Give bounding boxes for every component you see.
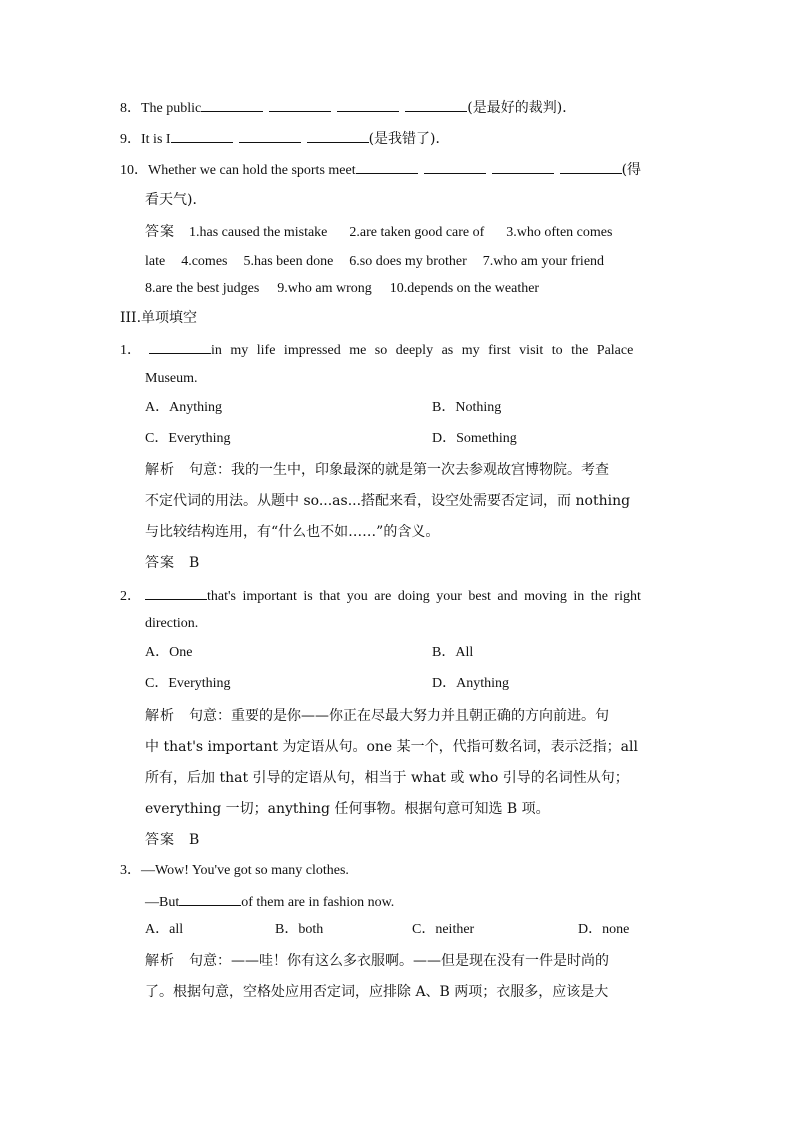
q10-hint: (得 — [621, 162, 642, 178]
q2-number: 2． — [120, 589, 141, 604]
q10-stem: Whether we can hold the sports meet — [148, 163, 356, 178]
blank — [239, 128, 301, 143]
q3-line1 — [120, 861, 349, 881]
q3-dialogue: —But — [145, 895, 180, 910]
analysis-label: 解析 — [145, 462, 175, 478]
answer-item: 5.has been done — [243, 254, 334, 269]
analysis-label: 解析 — [145, 953, 175, 969]
q2-analysis-line1 — [145, 706, 609, 726]
blank — [560, 159, 622, 174]
q2-answer — [145, 830, 199, 850]
fill-q8 — [120, 97, 576, 119]
blank — [145, 585, 207, 600]
blank — [405, 97, 467, 112]
answer-value: B — [189, 832, 200, 848]
answer-item: 1.has caused the mistake — [189, 225, 328, 240]
q1-analysis-line3: 与比较结构连用，有“什么也不如……”的含义。 — [145, 524, 440, 540]
blank — [307, 128, 369, 143]
blank — [179, 891, 241, 906]
answer-item: 3.who often comes — [506, 225, 613, 240]
q1-analysis-line2: 不定代词的用法。从题中 so...as...搭配来看，设空处需要否定词，而 nothing — [145, 493, 631, 509]
fill-answers-line1 — [145, 222, 612, 243]
blank — [492, 159, 554, 174]
q1-option-b: B．Nothing — [432, 400, 502, 415]
answer-item: 6.so does my brother — [349, 254, 467, 269]
q9-number: 9． — [120, 132, 141, 147]
q1-option-d: D．Something — [432, 431, 517, 446]
blank — [356, 159, 418, 174]
answer-label: 答案 — [145, 555, 175, 571]
q3-option-d: D．none — [578, 922, 630, 937]
q9-hint: (是我错了)． — [368, 131, 450, 147]
q2-option-b: B．All — [432, 645, 474, 660]
analysis-text: 句意：我的一生中，印象最深的就是第一次去参观故宫博物院。考查 — [189, 462, 609, 478]
q3-dialogue: —Wow! You've got so many clothes. — [141, 863, 349, 878]
fill-answers-line2 — [145, 252, 604, 272]
answer-label: 答案 — [145, 224, 175, 240]
fill-q9 — [120, 128, 450, 150]
blank — [337, 97, 399, 112]
answer-item: 4.comes — [181, 254, 228, 269]
q8-stem: The public — [141, 101, 202, 116]
blank — [149, 339, 211, 354]
q3-analysis-line2: 了。根据句意，空格处应用否定词，应排除 A、B 两项；衣服多，应该是大 — [145, 984, 609, 1000]
q1-analysis-line1 — [145, 460, 609, 480]
blank — [269, 97, 331, 112]
q1-number: 1． — [120, 343, 141, 358]
q1-option-c: C．Everything — [145, 431, 231, 446]
answer-item: 7.who am your friend — [482, 254, 605, 269]
q2-analysis-line2: 中 that's important 为定语从句。one 某一个，代指可数名词，表示泛指；all — [145, 739, 638, 755]
q1-stem — [120, 339, 633, 361]
fill-answers-line3 — [145, 279, 539, 299]
answer-item: 2.are taken good care of — [349, 225, 485, 240]
q2-option-a: A．One — [145, 645, 193, 660]
q10-number: 10． — [120, 163, 148, 178]
q2-analysis-line4: everything 一切；anything 任何事物。根据句意可知选 B 项。 — [145, 801, 550, 817]
q2-stem-text: that's important is that you are doing your best and moving in the right — [207, 589, 641, 604]
q1-answer — [145, 553, 199, 573]
q1-option-a: A．Anything — [145, 400, 222, 415]
fill-q10 — [120, 159, 641, 181]
q1-stem-text: in my life impressed me so deeply as my first visit to the Palace — [211, 343, 634, 358]
q2-option-d: D．Anything — [432, 676, 509, 691]
q2-option-c: C．Everything — [145, 676, 231, 691]
q3-dialogue: of them are in fashion now. — [241, 895, 395, 910]
q3-option-b: B．both — [275, 922, 324, 937]
blank — [201, 97, 263, 112]
q1-stem-cont: Museum. — [145, 371, 198, 386]
q8-number: 8． — [120, 101, 141, 116]
blank — [424, 159, 486, 174]
q10-hint-cont: 看天气)． — [145, 192, 207, 208]
analysis-text: 句意：重要的是你——你正在尽最大努力并且朝正确的方向前进。句 — [189, 708, 609, 724]
analysis-text: 句意：——哇！你有这么多衣服啊。——但是现在没有一件是时尚的 — [189, 953, 609, 969]
answer-item: 10.depends on the weather — [389, 281, 540, 296]
q2-stem-cont: direction. — [145, 616, 199, 631]
answer-value: B — [189, 555, 200, 571]
q3-number: 3． — [120, 863, 141, 878]
q2-stem — [120, 585, 641, 607]
answer-item: 9.who am wrong — [277, 281, 372, 296]
q8-hint: (是最好的裁判)． — [467, 100, 577, 116]
blank — [171, 128, 233, 143]
q9-stem: It is I — [141, 132, 171, 147]
q2-analysis-line3: 所有，后加 that 引导的定语从句，相当于 what 或 who 引导的名词性从句； — [145, 770, 629, 786]
answer-label: 答案 — [145, 832, 175, 848]
answer-item: late — [145, 254, 166, 269]
q3-option-c: C．neither — [412, 922, 475, 937]
answer-item: 8.are the best judges — [145, 281, 260, 296]
q3-line2 — [145, 891, 394, 913]
q3-analysis-line1 — [145, 951, 609, 971]
q3-option-a: A．all — [145, 922, 184, 937]
analysis-label: 解析 — [145, 708, 175, 724]
section-heading: III.单项填空 — [120, 310, 198, 326]
